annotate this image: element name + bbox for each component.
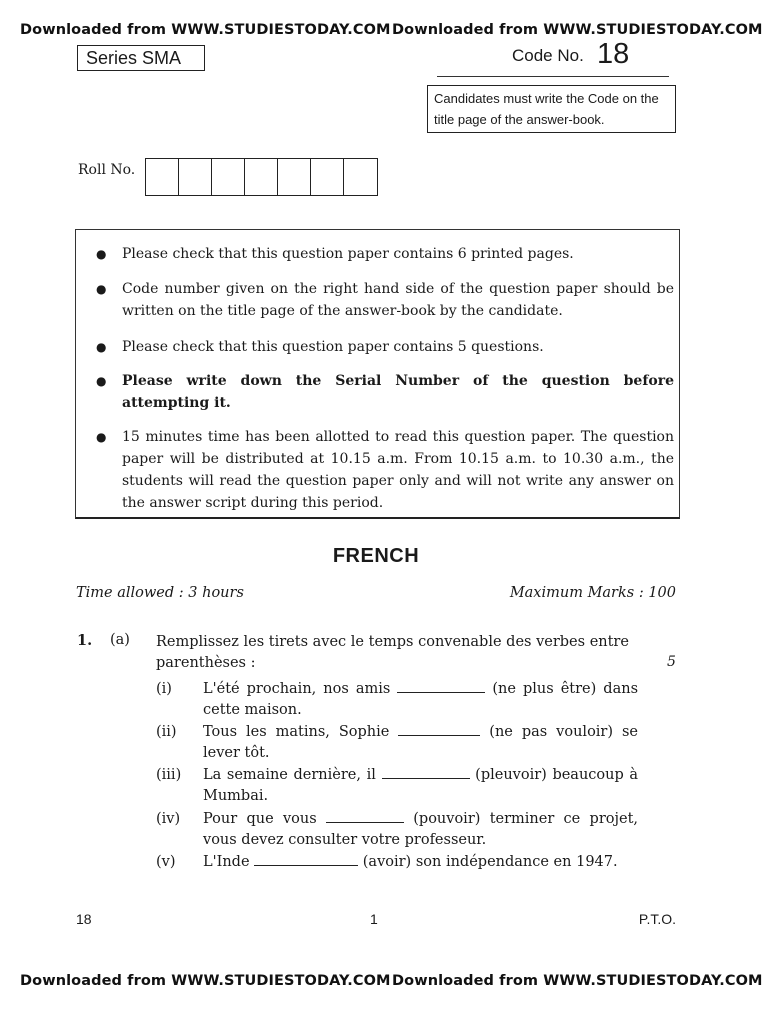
instruction-item — [96, 426, 674, 514]
answer-blank — [398, 723, 480, 736]
roll-cell — [278, 159, 311, 195]
item-number: (i) — [156, 681, 172, 697]
code-underline — [437, 76, 669, 77]
item-number: (ii) — [156, 724, 177, 740]
question-number: 1. — [77, 632, 93, 649]
item-text — [203, 852, 638, 873]
instruction-text: Please write down the Serial Number of the question before attempting it. — [122, 373, 674, 411]
roll-number-grid — [145, 158, 378, 196]
instruction-item — [96, 278, 674, 322]
roll-cell — [146, 159, 179, 195]
roll-cell — [179, 159, 212, 195]
bullet-icon: ● — [96, 340, 107, 354]
item-text — [203, 679, 638, 721]
item-text — [203, 722, 638, 764]
candidates-note: Candidates must write the Code on the title page of the answer-book. — [427, 85, 676, 133]
maximum-marks: Maximum Marks : 100 — [509, 585, 676, 601]
instruction-item — [96, 243, 674, 265]
item-text-after: (pleuvoir) beaucoup à Mumbai. — [203, 767, 639, 804]
watermark-top-right: Downloaded from WWW.STUDIESTODAY.COM — [392, 22, 763, 38]
item-text-before: L'Inde — [203, 854, 250, 870]
item-number: (v) — [156, 854, 176, 870]
question-prompt: Remplissez les tirets avec le temps convenable des verbes entre parenthèses : — [156, 634, 629, 671]
item-number: (iii) — [156, 767, 182, 783]
item-text-before: L'été prochain, nos amis — [203, 681, 391, 697]
roll-cell — [344, 159, 377, 195]
item-text-after: (pouvoir) terminer ce projet, vous devez consulter votre professeur. — [203, 811, 639, 848]
instruction-text: Code number given on the right hand side of the question paper should be written on the title page of the answer-book by the candidate. — [122, 281, 674, 319]
instruction-item — [96, 370, 674, 414]
watermark-top-left: Downloaded from WWW.STUDIESTODAY.COM — [20, 22, 391, 38]
roll-cell — [245, 159, 278, 195]
answer-blank — [326, 810, 404, 823]
item-text — [203, 765, 638, 807]
answer-blank — [254, 853, 358, 866]
item-text-after: (ne plus être) dans cette maison. — [203, 681, 639, 718]
item-text-before: Tous les matins, Sophie — [203, 724, 390, 740]
roll-cell — [311, 159, 344, 195]
instruction-item — [96, 336, 674, 358]
item-text-before: La semaine dernière, il — [203, 767, 376, 783]
series-label: Series SMA — [77, 45, 205, 71]
instructions-box — [75, 229, 680, 519]
subject-title: FRENCH — [332, 545, 420, 567]
code-label: Code No. — [512, 46, 584, 65]
footer-code: 18 — [76, 911, 92, 927]
roll-cell — [212, 159, 245, 195]
watermark-bottom-left: Downloaded from WWW.STUDIESTODAY.COM — [20, 973, 391, 989]
item-text-after: (ne pas vouloir) se lever tôt. — [203, 724, 639, 761]
pto-label: P.T.O. — [638, 911, 676, 927]
roll-number-label: Roll No. — [78, 162, 136, 178]
page-number: 1 — [370, 911, 378, 927]
bullet-icon: ● — [96, 282, 107, 296]
question-part: (a) — [110, 632, 130, 648]
instruction-text: 15 minutes time has been allotted to read this question paper. The question paper will be distributed at 10.15 a.m. From 10.15 a.m. to 10.30 a.m., the students will read the question paper only and will not write any answer on the answer script during this period. — [122, 429, 674, 511]
instruction-text: Please check that this question paper contains 6 printed pages. — [122, 246, 574, 262]
question-marks: 5 — [667, 654, 676, 670]
item-text-before: Pour que vous — [203, 811, 317, 827]
time-allowed: Time allowed : 3 hours — [76, 585, 244, 601]
item-number: (iv) — [156, 811, 181, 827]
bullet-icon: ● — [96, 374, 107, 388]
answer-blank — [382, 766, 470, 779]
instruction-text: Please check that this question paper contains 5 questions. — [122, 339, 544, 355]
item-text-after: (avoir) son indépendance en 1947. — [362, 854, 618, 870]
answer-blank — [397, 680, 485, 693]
bullet-icon: ● — [96, 430, 107, 444]
watermark-bottom-right: Downloaded from WWW.STUDIESTODAY.COM — [392, 973, 763, 989]
code-number: 18 — [597, 38, 630, 70]
bullet-icon: ● — [96, 247, 107, 261]
item-text — [203, 809, 638, 851]
